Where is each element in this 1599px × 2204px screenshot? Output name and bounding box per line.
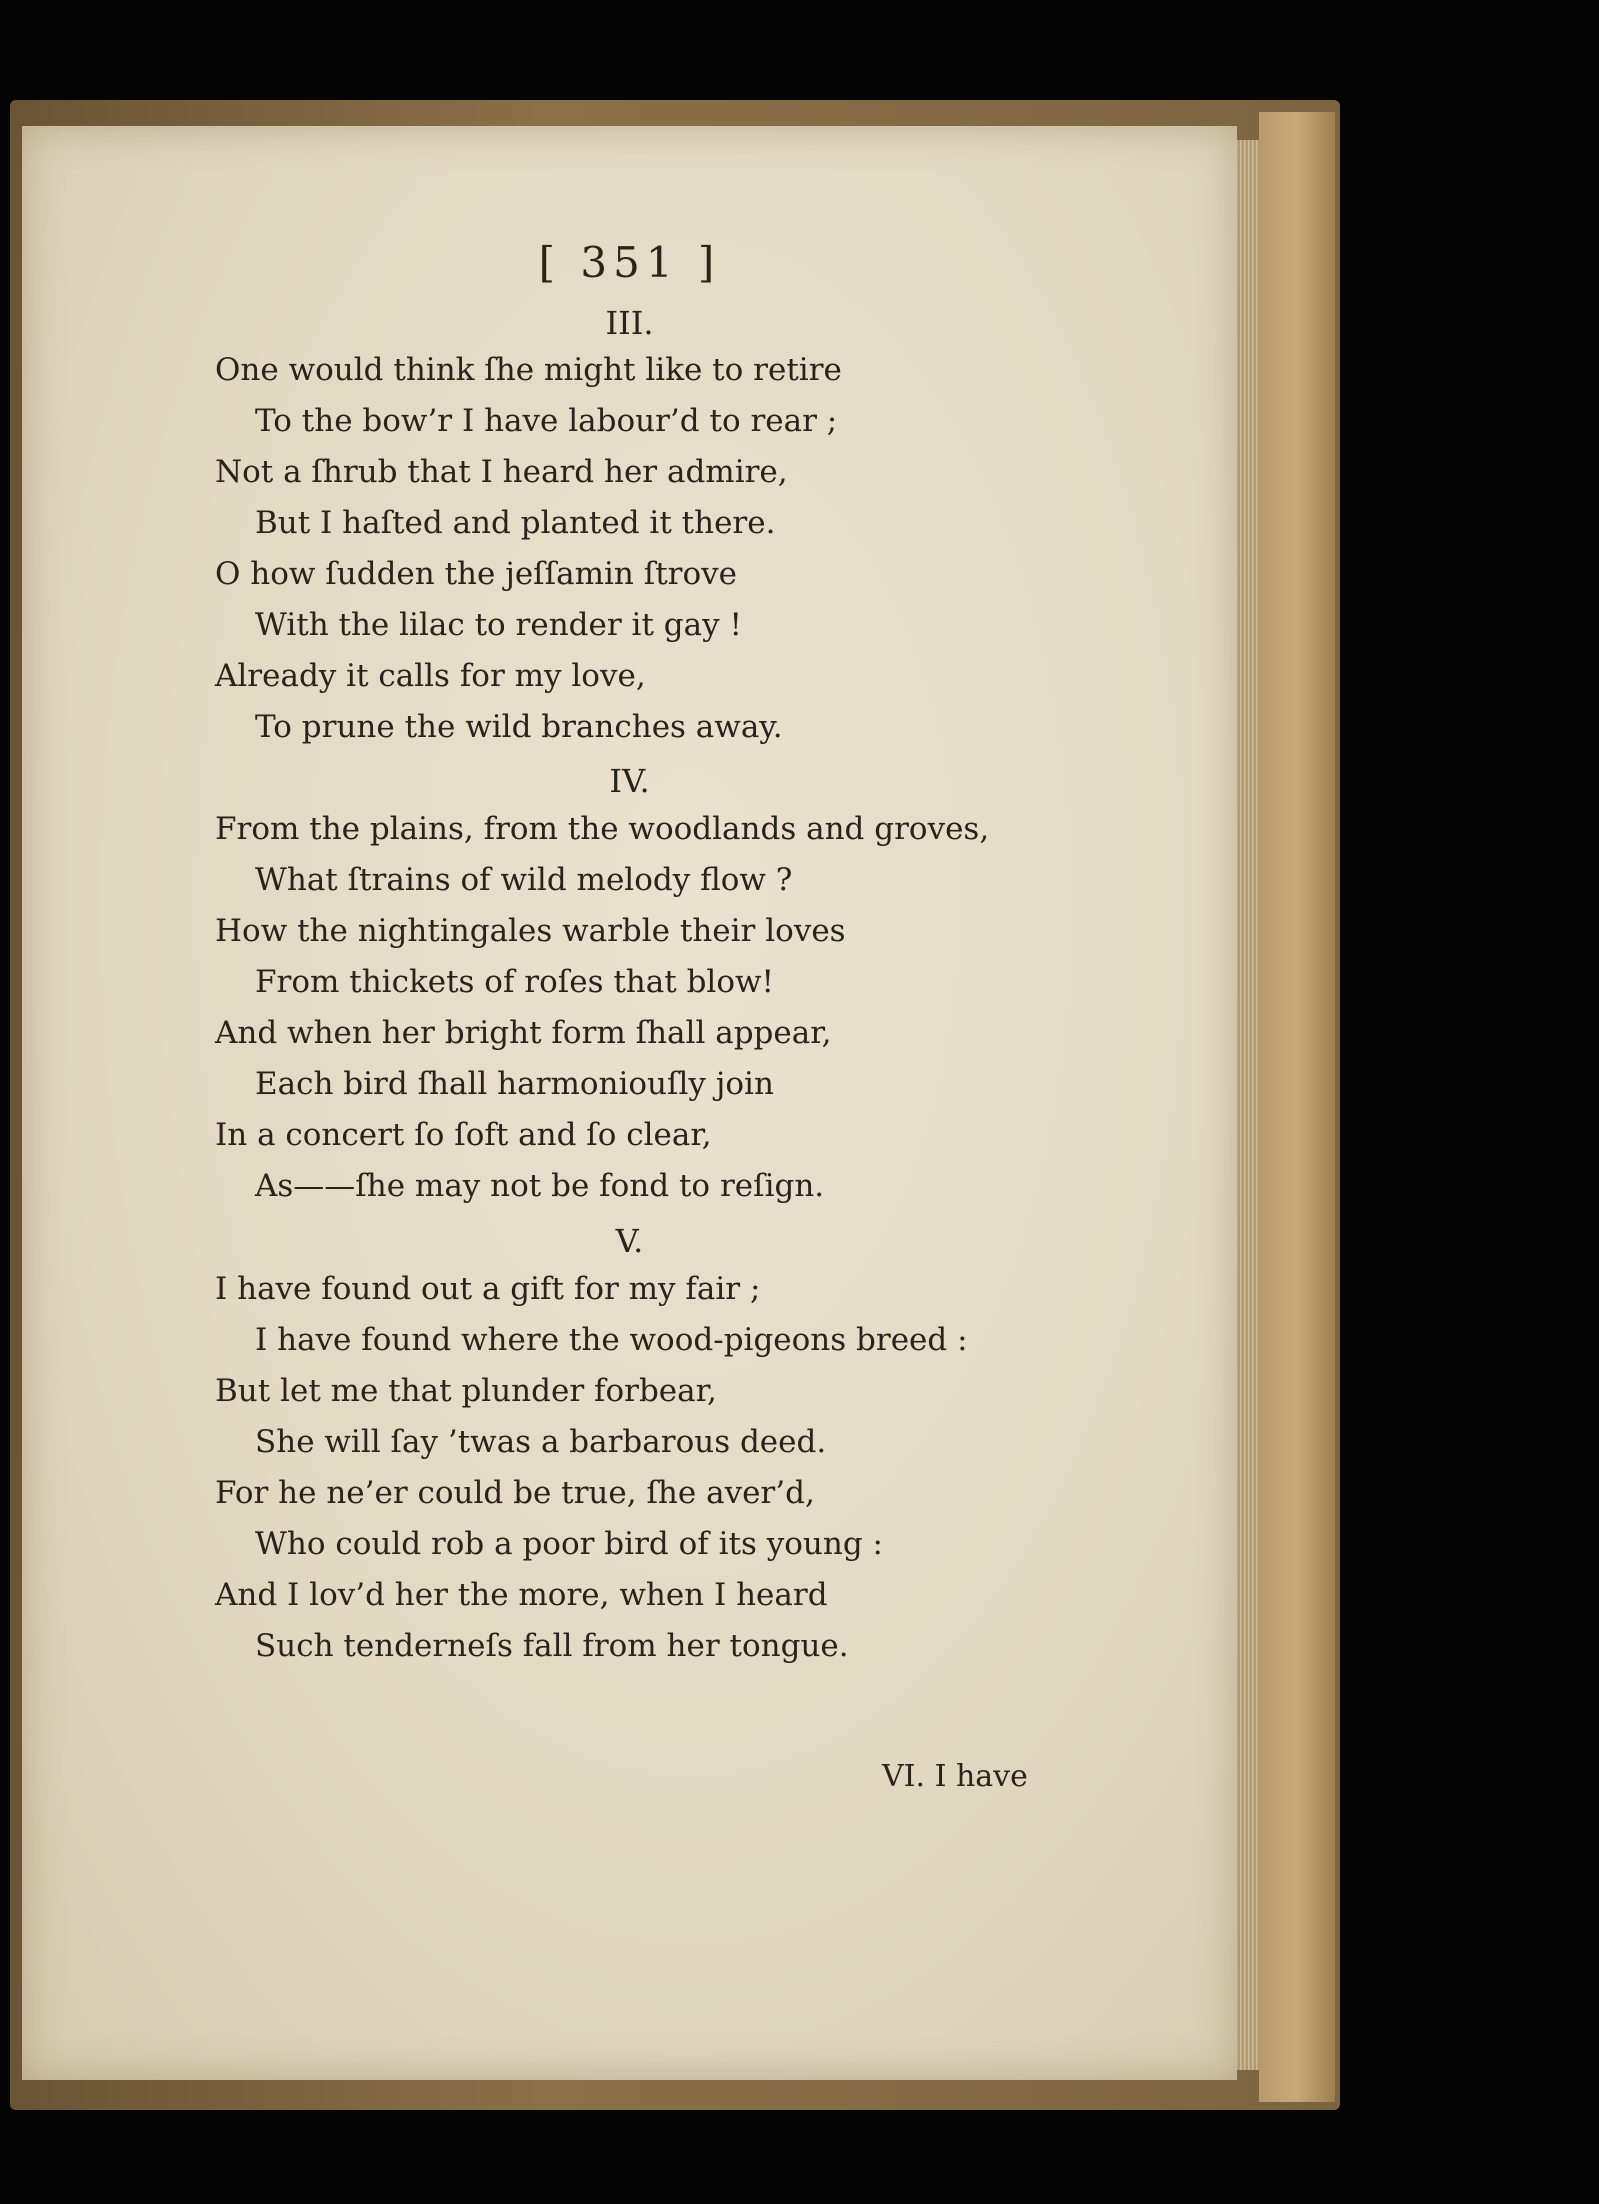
poem-line: Each bird ſhall harmoniouſly join (255, 1066, 774, 1102)
poem-line: To prune the wild branches away. (255, 709, 783, 745)
poem-line: In a concert ſo ſoft and ſo clear, (215, 1117, 712, 1153)
poem-line: From the plains, from the woodlands and groves, (215, 811, 990, 847)
page-text (22, 126, 1237, 2080)
page-number-header: [ 351 ] (538, 238, 721, 287)
page-edges (1237, 140, 1259, 2070)
poem-line: Already it calls for my love, (215, 658, 646, 694)
poem-line: O how ſudden the jeſſamin ſtrove (215, 556, 737, 592)
poem-line: She will ſay ’twas a barbarous deed. (255, 1424, 827, 1460)
stanza-number-iii: III. (605, 304, 654, 342)
poem-line: For he ne’er could be true, ſhe aver’d, (215, 1475, 815, 1511)
book-page (22, 126, 1237, 2080)
poem-line: What ſtrains of wild melody flow ? (255, 862, 793, 898)
poem-line: To the bow’r I have labour’d to rear ; (255, 403, 838, 439)
poem-line: How the nightingales warble their loves (215, 913, 846, 949)
poem-line: Not a ſhrub that I heard her admire, (215, 454, 788, 490)
poem-line: With the lilac to render it gay ! (255, 607, 742, 643)
poem-line: I have found out a gift for my fair ; (215, 1271, 761, 1307)
poem-line: From thickets of roſes that blow! (255, 964, 774, 1000)
poem-line: Such tenderneſs fall from her tongue. (255, 1628, 849, 1664)
catchword: VI. I have (882, 1759, 1028, 1794)
poem-line: And when her bright form ſhall appear, (215, 1015, 832, 1051)
stanza-number-iv: IV. (609, 762, 650, 800)
stanza-number-v: V. (615, 1222, 644, 1260)
poem-line: But let me that plunder forbear, (215, 1373, 717, 1409)
book-board-right (1259, 112, 1335, 2102)
poem-line: I have found where the wood-pigeons breed : (255, 1322, 968, 1358)
poem-line: But I haſted and planted it there. (255, 505, 776, 541)
poem-line: And I lov’d her the more, when I heard (215, 1577, 828, 1613)
poem-line: Who could rob a poor bird of its young : (255, 1526, 883, 1562)
poem-line: One would think ſhe might like to retire (215, 352, 842, 388)
poem-line: As——ſhe may not be fond to reſign. (255, 1168, 825, 1204)
